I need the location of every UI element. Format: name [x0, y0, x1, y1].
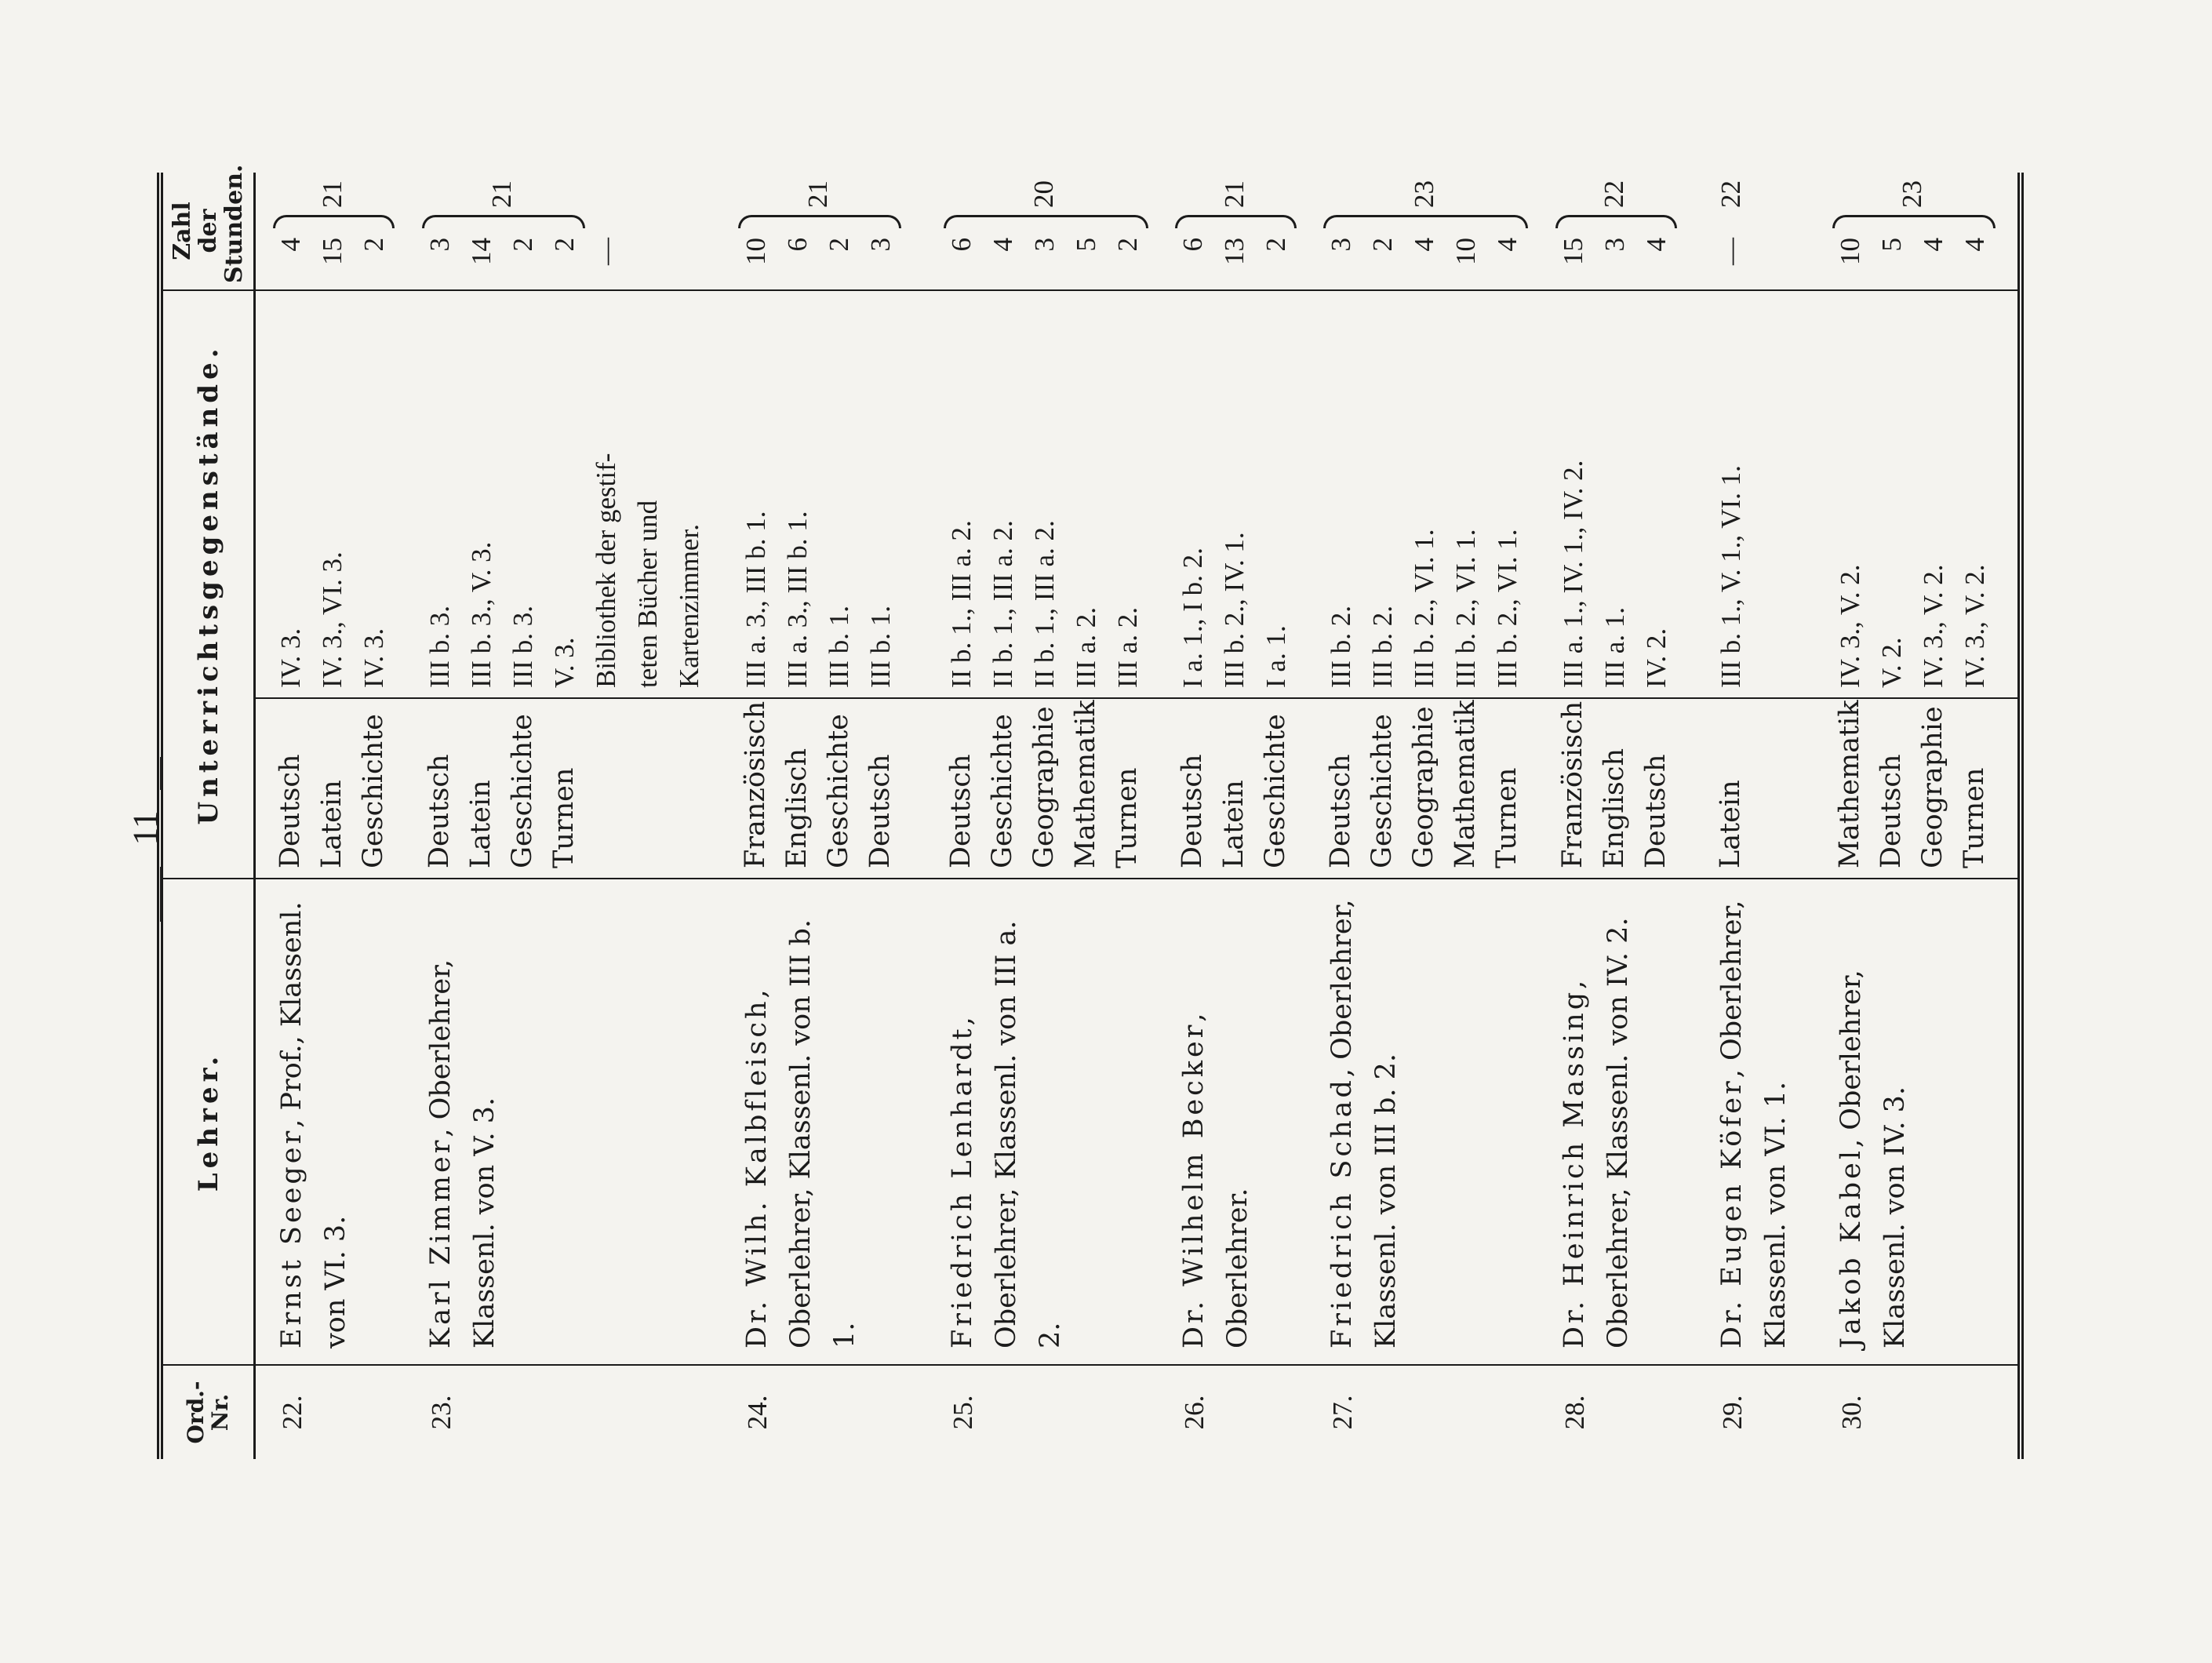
table-row [405, 173, 720, 1459]
subject: Geographie [1028, 706, 1060, 868]
hours-value: 14 [466, 238, 497, 265]
class-assignment: II b. 1., III a. 2. [1028, 520, 1060, 688]
header-teacher: Lehrer. [160, 879, 255, 1365]
hours-total: 23 [1896, 180, 1927, 208]
hours-value: 6 [781, 238, 813, 252]
subjects-cell [1306, 698, 1538, 879]
classes-cell [926, 290, 1159, 698]
subject: Latein [316, 780, 347, 868]
brace [944, 215, 1148, 228]
row-number: 28. [1538, 1365, 1697, 1459]
classes-cell [255, 290, 406, 698]
teacher-cell [721, 879, 926, 1365]
class-assignment: III b. 2., VI. 1. [1492, 529, 1523, 688]
brace [1323, 215, 1528, 228]
subject: Geographie [1408, 706, 1440, 868]
hours-value: 5 [1875, 238, 1907, 252]
class-assignment: III b. 1. [864, 606, 896, 688]
hours-total: 22 [1599, 180, 1630, 208]
hours-total: 20 [1028, 180, 1060, 208]
subjects-cell [926, 698, 1159, 879]
teacher-title: , Oberlehrer, Klassenl. von III b. 1. [740, 919, 860, 1348]
class-assignment: IV. 2. [1640, 628, 1672, 688]
teacher-title: , Prof., Klassenl. von VI. 3. [276, 901, 351, 1348]
subject: Deutsch [275, 754, 306, 868]
teacher-title: , Oberlehrer, Klassenl. von VI. 1. [1716, 900, 1792, 1348]
hours-total: 21 [486, 180, 518, 208]
teacher-name: Jakob Kabel [1835, 1147, 1867, 1348]
teacher-title: , Oberlehrer. [1178, 1013, 1254, 1348]
teacher-name: Dr. Heinrich Massing [1558, 988, 1590, 1348]
hours-value: 3 [1028, 238, 1060, 252]
subject: Turnen [1491, 767, 1523, 868]
class-assignment: II b. 1., III a. 2. [945, 520, 977, 688]
hours-cell [1538, 173, 1697, 290]
class-assignment: III b. 1. [823, 606, 854, 688]
hours-value: 10 [740, 238, 771, 265]
hours-value: 3 [1326, 238, 1357, 252]
subject: Latein [1218, 780, 1250, 868]
class-assignment: III b. 3. [508, 606, 539, 688]
teacher-name: Dr. Eugen Köfer [1716, 1078, 1748, 1348]
row-number: 30. [1815, 1365, 2021, 1459]
hours-cell [721, 173, 926, 290]
teacher-cell [926, 879, 1159, 1365]
class-assignment: III b. 2., VI. 1. [1450, 529, 1482, 688]
hours-value: 10 [1450, 238, 1482, 265]
hours-value: 6 [1177, 238, 1209, 252]
brace [422, 215, 585, 228]
hours-value: 4 [1640, 238, 1672, 252]
subjects-cell [1696, 698, 1814, 879]
hours-value: 6 [945, 238, 977, 252]
class-assignment: IV. 3. [358, 628, 389, 688]
subject [585, 708, 627, 868]
brace [738, 215, 901, 228]
table-row [1696, 173, 1814, 1459]
hours-value: 4 [275, 238, 306, 252]
subject: Deutsch [1875, 754, 1907, 868]
classes-cell [1696, 290, 1814, 698]
class-assignment: III a. 3., III b. 1. [740, 511, 771, 688]
table-row [1538, 173, 1697, 1459]
subject: Französisch [739, 700, 771, 868]
teacher-cell [255, 879, 406, 1365]
teacher-title: , Oberlehrer, Klassenl. von IV. 3. [1835, 970, 1911, 1348]
subject: Latein [1715, 780, 1747, 868]
classes-cell [1815, 290, 2021, 698]
hours-cell [1815, 173, 2021, 290]
class-assignment: V. 2. [1875, 637, 1907, 688]
hours-value: — [1715, 238, 1747, 265]
subjects-cell [1538, 698, 1697, 879]
hours-total: 23 [1408, 180, 1439, 208]
subject: Turnen [1111, 767, 1143, 868]
subject: Deutsch [424, 754, 456, 868]
hours-value: 2 [1261, 238, 1292, 252]
hours-value: 4 [1917, 238, 1948, 252]
class-assignment: III b. 1., V. 1., VI. 1. [1715, 465, 1747, 688]
class-assignment: IV. 3., V. 2. [1917, 564, 1948, 688]
header-subjects: Unterrichtsgegenstände. [160, 290, 255, 879]
hours-value: 15 [317, 238, 347, 265]
hours-cell [1696, 173, 1814, 290]
hours-value: 2 [823, 238, 854, 252]
subject: Geographie [1916, 706, 1948, 868]
subjects-cell [405, 698, 720, 879]
subject: Geschichte [358, 714, 389, 868]
row-number: 29. [1696, 1365, 1814, 1459]
class-assignment: III b. 3. [424, 606, 456, 688]
row-number: 24. [721, 1365, 926, 1459]
class-assignment: II b. 1., III a. 2. [987, 520, 1018, 688]
table-row [926, 173, 1159, 1459]
hours-value: 2 [1111, 238, 1143, 252]
teacher-title: , Oberlehrer, Klassenl. von III b. 2. [1326, 899, 1403, 1348]
subject: Geschichte [507, 714, 539, 868]
class-assignment: III b. 2., IV. 1. [1219, 532, 1250, 688]
class-assignment: III a. 1., IV. 1., IV. 2. [1557, 460, 1588, 688]
table-row [721, 173, 926, 1459]
subjects-cell [721, 698, 926, 879]
table-row [255, 173, 406, 1459]
hours-total: 21 [802, 180, 833, 208]
class-assignment: III a. 1. [1599, 606, 1630, 688]
subject: Geschichte [1366, 714, 1399, 868]
teacher-cell [1815, 879, 2021, 1365]
subject: Deutsch [1639, 754, 1672, 868]
class-assignment: III a. 3., III b. 1. [781, 511, 813, 688]
teacher-cell [1158, 879, 1306, 1365]
hours-value: 13 [1219, 238, 1250, 265]
teacher-cell [405, 879, 720, 1365]
teacher-cell [1306, 879, 1538, 1365]
hours-value: 4 [1959, 238, 1990, 252]
subject: Deutsch [944, 754, 977, 868]
class-assignment: teten Bücher und [632, 500, 664, 688]
hours-value: 4 [1492, 238, 1523, 252]
table-row [1815, 173, 2021, 1459]
hours-value: — [591, 238, 622, 265]
subjects-cell [1158, 698, 1306, 879]
brace [273, 215, 395, 228]
teacher-name: Friedrich Schad [1326, 1077, 1359, 1348]
class-assignment: IV. 3. [275, 628, 306, 688]
class-assignment: I a. 1., I b. 2. [1177, 548, 1209, 688]
teacher-title: , Oberlehrer, Klassenl. von V. 3. [425, 959, 501, 1348]
hours-value: 10 [1834, 238, 1865, 265]
teacher-name: Dr. Wilhelm Becker [1178, 1021, 1210, 1348]
teacher-name: Ernst Seeger [276, 1127, 307, 1348]
class-assignment: IV. 3., V. 2. [1959, 564, 1990, 688]
hours-value: 4 [987, 238, 1018, 252]
hours-cell [255, 173, 406, 290]
hours-cell [1306, 173, 1538, 290]
classes-cell [1538, 290, 1697, 698]
hours-value: 2 [549, 238, 580, 252]
hours-value: 5 [1070, 238, 1101, 252]
hours-total: 21 [316, 180, 347, 208]
subject: Mathematik [1833, 700, 1865, 868]
class-assignment: III a. 2. [1111, 606, 1143, 688]
hours-value: 2 [1367, 238, 1399, 252]
subject: Mathematik [1450, 700, 1482, 868]
subject: Deutsch [1325, 754, 1357, 868]
class-assignment: IV. 3., VI. 3. [317, 551, 347, 688]
class-assignment: III b. 2. [1367, 606, 1399, 688]
row-number: 22. [255, 1365, 406, 1459]
hours-value: 3 [1599, 238, 1630, 252]
hours-cell [405, 173, 720, 290]
hours-total: 22 [1715, 180, 1747, 208]
class-assignment: Bibliothek der gestif- [591, 453, 622, 688]
table-header-row [160, 173, 255, 1459]
class-assignment: IV. 3., V. 2. [1834, 564, 1865, 688]
row-number: 27. [1306, 1365, 1538, 1459]
classes-cell [405, 290, 720, 698]
subject: Französisch [1556, 700, 1588, 868]
class-assignment: III a. 2. [1070, 606, 1101, 688]
subject [627, 708, 668, 868]
subject: Deutsch [864, 754, 896, 868]
teacher-name: Karl Zimmer [425, 1137, 457, 1348]
teacher-title: , Oberlehrer, Klassenl. von III a. 2. [946, 920, 1066, 1348]
classes-cell [721, 290, 926, 698]
hours-value: 15 [1557, 238, 1588, 265]
header-nr: Ord.- Nr. [160, 1365, 255, 1459]
row-number: 23. [405, 1365, 720, 1459]
table-row [1158, 173, 1306, 1459]
class-assignment: Kartenzimmer. [674, 524, 705, 688]
teacher-name: Friedrich Lenhardt [946, 1025, 978, 1348]
classes-cell [1158, 290, 1306, 698]
subject: Turnen [1958, 767, 1990, 868]
subjects-cell [255, 698, 406, 879]
teacher-schedule-table [157, 164, 2024, 1459]
brace [1555, 215, 1677, 228]
subject: Latein [465, 780, 497, 868]
teacher-name: Dr. Wilh. Kalbfleisch [740, 998, 773, 1348]
hours-value: 3 [864, 238, 896, 252]
row-number: 25. [926, 1365, 1159, 1459]
teacher-cell [1696, 879, 1814, 1365]
brace [1175, 215, 1297, 228]
hours-value: 2 [508, 238, 539, 252]
row-number: 26. [1158, 1365, 1306, 1459]
subject: Geschichte [986, 714, 1018, 868]
subject: Geschichte [822, 714, 854, 868]
page-number: 11 [125, 810, 166, 846]
hours-value: 3 [424, 238, 456, 252]
teacher-title: , Oberlehrer, Klassenl. von IV. 2. [1558, 917, 1634, 1348]
class-assignment: III b. 3., V. 3. [466, 541, 497, 688]
hours-cell [1158, 173, 1306, 290]
hours-total: 21 [1218, 180, 1250, 208]
subjects-cell [1815, 698, 2021, 879]
hours-value: 2 [358, 238, 389, 252]
header-hours: Zahl der Stunden. [169, 164, 248, 283]
subject: Englisch [1598, 748, 1630, 868]
subject: Mathematik [1069, 700, 1101, 868]
class-assignment: V. 3. [549, 637, 580, 688]
class-assignment: III b. 2. [1326, 606, 1357, 688]
class-assignment: III b. 2., VI. 1. [1409, 529, 1440, 688]
brace [1832, 215, 1996, 228]
subject: Turnen [548, 767, 580, 868]
subject: Geschichte [1260, 714, 1292, 868]
classes-cell [1306, 290, 1538, 698]
hours-value: 4 [1409, 238, 1440, 252]
class-assignment: I a. 1. [1261, 625, 1292, 688]
hours-cell [926, 173, 1159, 290]
subject: Englisch [780, 748, 813, 868]
table-row [1306, 173, 1538, 1459]
subject: Deutsch [1177, 754, 1209, 868]
teacher-cell [1538, 879, 1697, 1365]
